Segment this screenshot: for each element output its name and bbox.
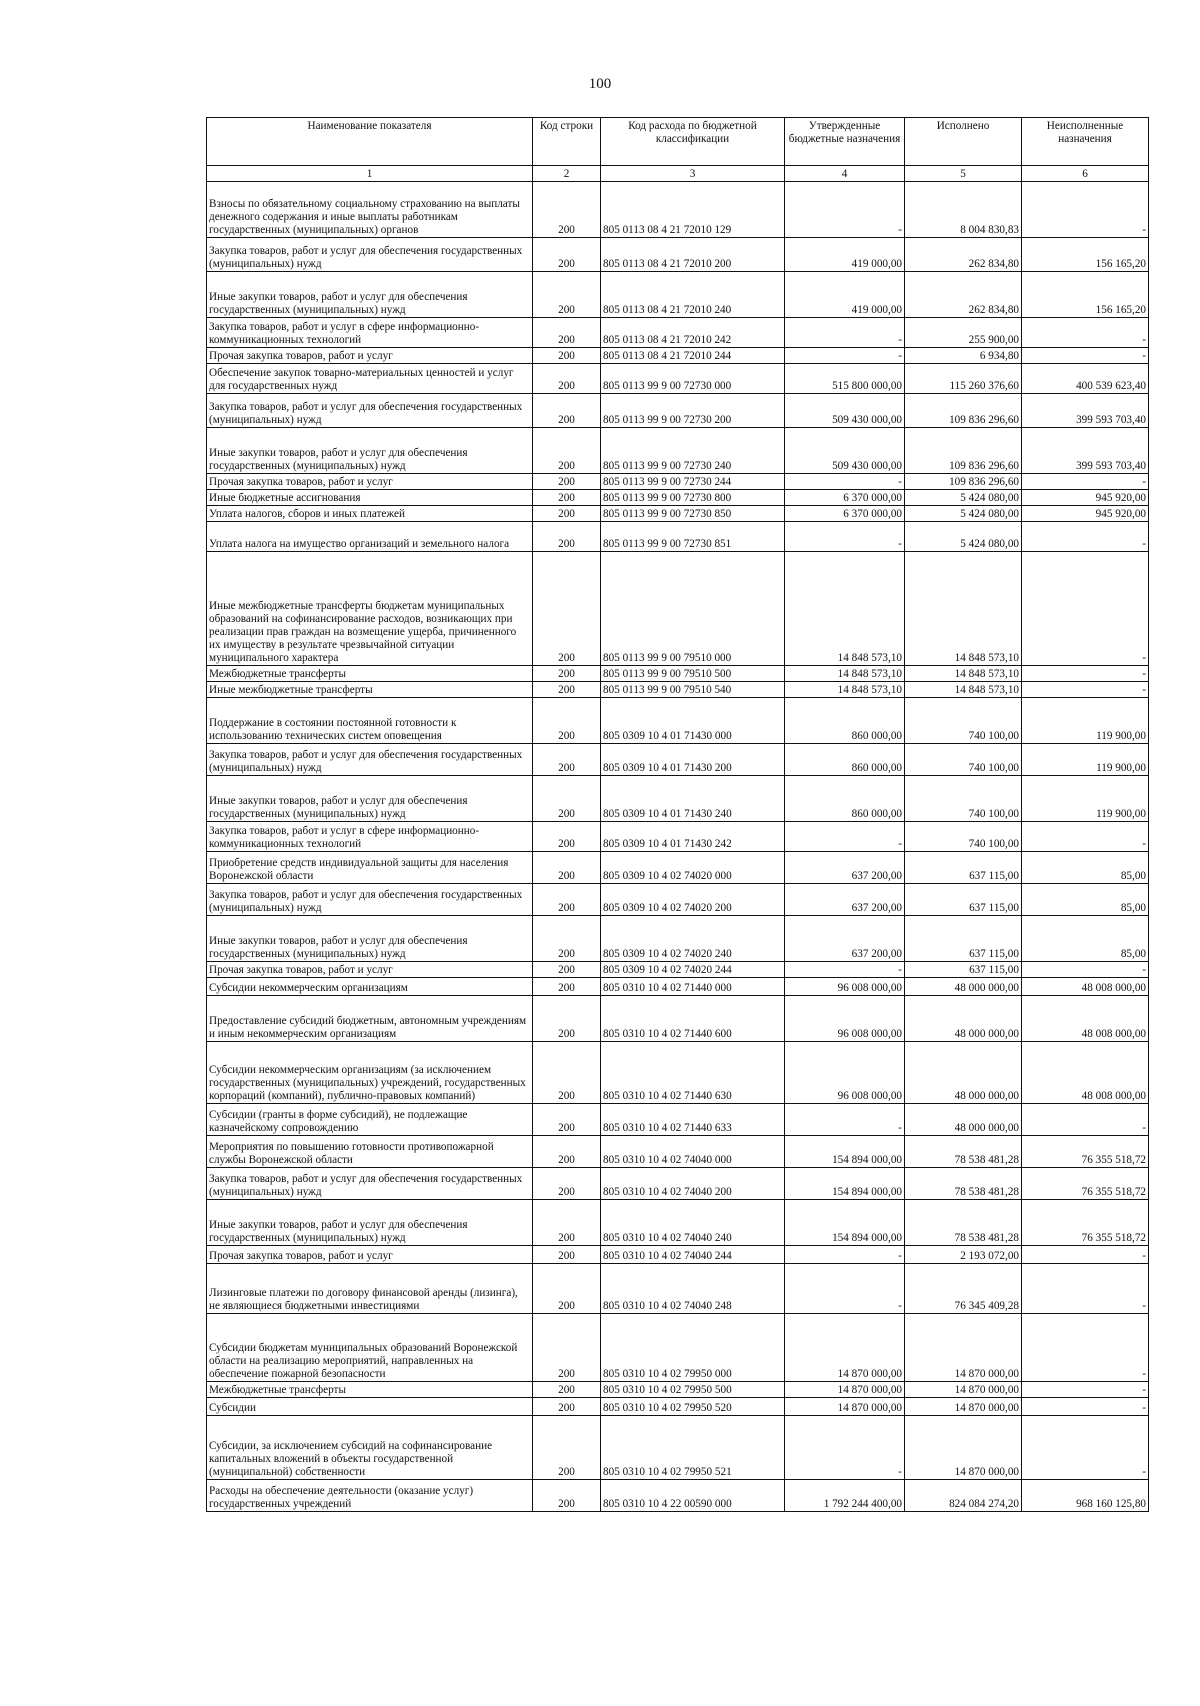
- executed-amount-cell: 48 000 000,00: [905, 996, 1022, 1042]
- budget-code-cell: 805 0310 10 4 22 00590 000: [601, 1480, 785, 1512]
- indicator-name-cell: Закупка товаров, работ и услуг для обеспечения государственных (муниципальных) нужд: [207, 1168, 533, 1200]
- indicator-name-cell: Закупка товаров, работ и услуг для обеспечения государственных (муниципальных) нужд: [207, 884, 533, 916]
- executed-amount-cell: 740 100,00: [905, 822, 1022, 852]
- indicator-name-cell: Межбюджетные трансферты: [207, 666, 533, 682]
- approved-amount-cell: -: [785, 1104, 905, 1136]
- executed-amount-cell: 6 934,80: [905, 348, 1022, 364]
- line-code-cell: 200: [533, 474, 601, 490]
- budget-code-cell: 805 0309 10 4 01 71430 242: [601, 822, 785, 852]
- approved-amount-cell: 14 870 000,00: [785, 1314, 905, 1382]
- table-row: [207, 1314, 1149, 1382]
- indicator-name-cell: Субсидии (гранты в форме субсидий), не подлежащие казначейскому сопровождению: [207, 1104, 533, 1136]
- table-row: [207, 552, 1149, 666]
- indicator-name-cell: Предоставление субсидий бюджетным, автономным учреждениям и иным некоммерческим организациям: [207, 996, 533, 1042]
- budget-code-cell: 805 0309 10 4 02 74020 200: [601, 884, 785, 916]
- budget-code-cell: 805 0309 10 4 02 74020 244: [601, 962, 785, 978]
- unexecuted-amount-cell: -: [1022, 1246, 1149, 1264]
- table-row: [207, 744, 1149, 776]
- unexecuted-amount-cell: 968 160 125,80: [1022, 1480, 1149, 1512]
- budget-code-cell: 805 0113 08 4 21 72010 242: [601, 318, 785, 348]
- unexecuted-amount-cell: 85,00: [1022, 884, 1149, 916]
- table-row: [207, 428, 1149, 474]
- line-code-cell: 200: [533, 916, 601, 962]
- approved-amount-cell: 96 008 000,00: [785, 978, 905, 996]
- indicator-name-cell: Иные закупки товаров, работ и услуг для обеспечения государственных (муниципальных) нужд: [207, 1200, 533, 1246]
- unexecuted-amount-cell: -: [1022, 1264, 1149, 1314]
- approved-amount-cell: 154 894 000,00: [785, 1136, 905, 1168]
- table-row: [207, 474, 1149, 490]
- approved-amount-cell: 96 008 000,00: [785, 996, 905, 1042]
- table-row: [207, 318, 1149, 348]
- column-number: 5: [905, 166, 1022, 182]
- unexecuted-amount-cell: 85,00: [1022, 852, 1149, 884]
- unexecuted-amount-cell: 48 008 000,00: [1022, 1042, 1149, 1104]
- line-code-cell: 200: [533, 1136, 601, 1168]
- table-row: [207, 682, 1149, 698]
- approved-amount-cell: 14 848 573,10: [785, 666, 905, 682]
- executed-amount-cell: 637 115,00: [905, 884, 1022, 916]
- column-number: 6: [1022, 166, 1149, 182]
- indicator-name-cell: Иные бюджетные ассигнования: [207, 490, 533, 506]
- indicator-name-cell: Прочая закупка товаров, работ и услуг: [207, 1246, 533, 1264]
- approved-amount-cell: 419 000,00: [785, 272, 905, 318]
- unexecuted-amount-cell: 85,00: [1022, 916, 1149, 962]
- line-code-cell: 200: [533, 978, 601, 996]
- table-row: [207, 272, 1149, 318]
- executed-amount-cell: 48 000 000,00: [905, 978, 1022, 996]
- table-row: [207, 1104, 1149, 1136]
- line-code-cell: 200: [533, 1168, 601, 1200]
- executed-amount-cell: 14 848 573,10: [905, 682, 1022, 698]
- page-number: 100: [588, 76, 612, 92]
- indicator-name-cell: Межбюджетные трансферты: [207, 1382, 533, 1398]
- executed-amount-cell: 740 100,00: [905, 698, 1022, 744]
- executed-amount-cell: 76 345 409,28: [905, 1264, 1022, 1314]
- table-row: [207, 978, 1149, 996]
- table-row: [207, 394, 1149, 428]
- approved-amount-cell: -: [785, 522, 905, 552]
- executed-amount-cell: 5 424 080,00: [905, 490, 1022, 506]
- approved-amount-cell: -: [785, 1264, 905, 1314]
- executed-amount-cell: 14 870 000,00: [905, 1382, 1022, 1398]
- budget-code-cell: 805 0310 10 4 02 71440 000: [601, 978, 785, 996]
- budget-code-cell: 805 0310 10 4 02 74040 000: [601, 1136, 785, 1168]
- line-code-cell: 200: [533, 1382, 601, 1398]
- table-row: [207, 238, 1149, 272]
- unexecuted-amount-cell: 76 355 518,72: [1022, 1136, 1149, 1168]
- approved-amount-cell: 14 870 000,00: [785, 1398, 905, 1416]
- column-number: 4: [785, 166, 905, 182]
- approved-amount-cell: -: [785, 318, 905, 348]
- approved-amount-cell: -: [785, 182, 905, 238]
- indicator-name-cell: Закупка товаров, работ и услуг для обеспечения государственных (муниципальных) нужд: [207, 238, 533, 272]
- table-row: [207, 884, 1149, 916]
- unexecuted-amount-cell: 399 593 703,40: [1022, 428, 1149, 474]
- approved-amount-cell: 515 800 000,00: [785, 364, 905, 394]
- line-code-cell: 200: [533, 348, 601, 364]
- executed-amount-cell: 14 870 000,00: [905, 1416, 1022, 1480]
- table-row: [207, 698, 1149, 744]
- table-row: [207, 1168, 1149, 1200]
- indicator-name-cell: Уплата налогов, сборов и иных платежей: [207, 506, 533, 522]
- line-code-cell: 200: [533, 996, 601, 1042]
- table-row: [207, 962, 1149, 978]
- indicator-name-cell: Мероприятия по повышению готовности противопожарной службы Воронежской области: [207, 1136, 533, 1168]
- indicator-name-cell: Прочая закупка товаров, работ и услуг: [207, 474, 533, 490]
- executed-amount-cell: 14 848 573,10: [905, 552, 1022, 666]
- indicator-name-cell: Иные межбюджетные трансферты: [207, 682, 533, 698]
- line-code-cell: 200: [533, 1104, 601, 1136]
- budget-code-cell: 805 0310 10 4 02 71440 633: [601, 1104, 785, 1136]
- line-code-cell: 200: [533, 852, 601, 884]
- executed-amount-cell: 824 084 274,20: [905, 1480, 1022, 1512]
- header-unexecuted: Неисполненные назначения: [1022, 118, 1149, 166]
- indicator-name-cell: Иные закупки товаров, работ и услуг для обеспечения государственных (муниципальных) нужд: [207, 272, 533, 318]
- budget-code-cell: 805 0113 99 9 00 72730 000: [601, 364, 785, 394]
- unexecuted-amount-cell: -: [1022, 1382, 1149, 1398]
- indicator-name-cell: Поддержание в состоянии постоянной готовности к использованию технических систем оповещения: [207, 698, 533, 744]
- table-row: [207, 348, 1149, 364]
- executed-amount-cell: 2 193 072,00: [905, 1246, 1022, 1264]
- approved-amount-cell: 14 848 573,10: [785, 552, 905, 666]
- budget-code-cell: 805 0310 10 4 02 79950 500: [601, 1382, 785, 1398]
- header-line-code: Код строки: [533, 118, 601, 166]
- unexecuted-amount-cell: -: [1022, 522, 1149, 552]
- approved-amount-cell: -: [785, 822, 905, 852]
- budget-code-cell: 805 0113 99 9 00 72730 244: [601, 474, 785, 490]
- unexecuted-amount-cell: 399 593 703,40: [1022, 394, 1149, 428]
- indicator-name-cell: Субсидии некоммерческим организациям: [207, 978, 533, 996]
- line-code-cell: 200: [533, 238, 601, 272]
- budget-code-cell: 805 0310 10 4 02 71440 630: [601, 1042, 785, 1104]
- table-row: [207, 1042, 1149, 1104]
- table-row: [207, 916, 1149, 962]
- approved-amount-cell: 860 000,00: [785, 744, 905, 776]
- indicator-name-cell: Иные закупки товаров, работ и услуг для обеспечения государственных (муниципальных) нужд: [207, 776, 533, 822]
- indicator-name-cell: Прочая закупка товаров, работ и услуг: [207, 962, 533, 978]
- unexecuted-amount-cell: 400 539 623,40: [1022, 364, 1149, 394]
- line-code-cell: 200: [533, 272, 601, 318]
- approved-amount-cell: 509 430 000,00: [785, 428, 905, 474]
- indicator-name-cell: Иные закупки товаров, работ и услуг для обеспечения государственных (муниципальных) нужд: [207, 428, 533, 474]
- executed-amount-cell: 5 424 080,00: [905, 522, 1022, 552]
- approved-amount-cell: 96 008 000,00: [785, 1042, 905, 1104]
- budget-code-cell: 805 0113 08 4 21 72010 200: [601, 238, 785, 272]
- indicator-name-cell: Субсидии, за исключением субсидий на софинансирование капитальных вложений в объекты государственной (муниципальной) собственности: [207, 1416, 533, 1480]
- approved-amount-cell: 637 200,00: [785, 852, 905, 884]
- approved-amount-cell: 14 870 000,00: [785, 1382, 905, 1398]
- approved-amount-cell: -: [785, 1246, 905, 1264]
- unexecuted-amount-cell: 76 355 518,72: [1022, 1168, 1149, 1200]
- approved-amount-cell: -: [785, 962, 905, 978]
- approved-amount-cell: 154 894 000,00: [785, 1200, 905, 1246]
- budget-code-cell: 805 0310 10 4 02 79950 000: [601, 1314, 785, 1382]
- unexecuted-amount-cell: -: [1022, 474, 1149, 490]
- line-code-cell: 200: [533, 1246, 601, 1264]
- approved-amount-cell: 6 370 000,00: [785, 506, 905, 522]
- approved-amount-cell: 154 894 000,00: [785, 1168, 905, 1200]
- table-row: [207, 1382, 1149, 1398]
- approved-amount-cell: 509 430 000,00: [785, 394, 905, 428]
- table-row: [207, 822, 1149, 852]
- budget-code-cell: 805 0309 10 4 01 71430 240: [601, 776, 785, 822]
- line-code-cell: 200: [533, 744, 601, 776]
- unexecuted-amount-cell: 945 920,00: [1022, 490, 1149, 506]
- line-code-cell: 200: [533, 1042, 601, 1104]
- budget-code-cell: 805 0310 10 4 02 74040 240: [601, 1200, 785, 1246]
- line-code-cell: 200: [533, 666, 601, 682]
- line-code-cell: 200: [533, 428, 601, 474]
- unexecuted-amount-cell: -: [1022, 666, 1149, 682]
- approved-amount-cell: 860 000,00: [785, 776, 905, 822]
- approved-amount-cell: 1 792 244 400,00: [785, 1480, 905, 1512]
- line-code-cell: 200: [533, 394, 601, 428]
- line-code-cell: 200: [533, 1398, 601, 1416]
- unexecuted-amount-cell: -: [1022, 318, 1149, 348]
- unexecuted-amount-cell: 48 008 000,00: [1022, 978, 1149, 996]
- budget-code-cell: 805 0113 08 4 21 72010 240: [601, 272, 785, 318]
- budget-code-cell: 805 0113 99 9 00 72730 850: [601, 506, 785, 522]
- executed-amount-cell: 14 870 000,00: [905, 1398, 1022, 1416]
- line-code-cell: 200: [533, 364, 601, 394]
- table-row: [207, 852, 1149, 884]
- header-row: [207, 118, 1149, 166]
- executed-amount-cell: 78 538 481,28: [905, 1200, 1022, 1246]
- table-row: [207, 506, 1149, 522]
- column-number-row: [207, 166, 1149, 182]
- executed-amount-cell: 109 836 296,60: [905, 428, 1022, 474]
- line-code-cell: 200: [533, 552, 601, 666]
- table-row: [207, 522, 1149, 552]
- header-budget-code: Код расхода по бюджетной классификации: [601, 118, 785, 166]
- unexecuted-amount-cell: 945 920,00: [1022, 506, 1149, 522]
- table-row: [207, 1246, 1149, 1264]
- executed-amount-cell: 255 900,00: [905, 318, 1022, 348]
- column-number: 3: [601, 166, 785, 182]
- approved-amount-cell: 860 000,00: [785, 698, 905, 744]
- indicator-name-cell: Субсидии некоммерческим организациям (за исключением государственных (муниципальных) учреждений, государственных корпораций (компаний), публично-правовых компаний): [207, 1042, 533, 1104]
- table-body: [207, 182, 1149, 1512]
- executed-amount-cell: 5 424 080,00: [905, 506, 1022, 522]
- line-code-cell: 200: [533, 698, 601, 744]
- header-indicator-name: Наименование показателя: [207, 118, 533, 166]
- budget-code-cell: 805 0310 10 4 02 79950 521: [601, 1416, 785, 1480]
- header-executed: Исполнено: [905, 118, 1022, 166]
- line-code-cell: 200: [533, 884, 601, 916]
- line-code-cell: 200: [533, 682, 601, 698]
- budget-code-cell: 805 0309 10 4 01 71430 200: [601, 744, 785, 776]
- approved-amount-cell: 637 200,00: [785, 916, 905, 962]
- indicator-name-cell: Закупка товаров, работ и услуг в сфере информационно-коммуникационных технологий: [207, 318, 533, 348]
- executed-amount-cell: 78 538 481,28: [905, 1136, 1022, 1168]
- approved-amount-cell: 6 370 000,00: [785, 490, 905, 506]
- indicator-name-cell: Иные межбюджетные трансферты бюджетам муниципальных образований на софинансирование расходов, возникающих при реализации прав граждан на возмещение ущерба, причиненного их имуществу в результате чрезвычайной ситуации муниципального характера: [207, 552, 533, 666]
- line-code-cell: 200: [533, 1200, 601, 1246]
- indicator-name-cell: Закупка товаров, работ и услуг для обеспечения государственных (муниципальных) нужд: [207, 744, 533, 776]
- budget-code-cell: 805 0310 10 4 02 74040 200: [601, 1168, 785, 1200]
- unexecuted-amount-cell: 119 900,00: [1022, 744, 1149, 776]
- executed-amount-cell: 8 004 830,83: [905, 182, 1022, 238]
- indicator-name-cell: Субсидии бюджетам муниципальных образований Воронежской области на реализацию мероприятий, направленных на обеспечение пожарной безопасности: [207, 1314, 533, 1382]
- budget-code-cell: 805 0310 10 4 02 74040 248: [601, 1264, 785, 1314]
- line-code-cell: 200: [533, 1480, 601, 1512]
- unexecuted-amount-cell: 76 355 518,72: [1022, 1200, 1149, 1246]
- budget-execution-table: [206, 117, 1149, 1512]
- line-code-cell: 200: [533, 1314, 601, 1382]
- budget-code-cell: 805 0113 99 9 00 79510 000: [601, 552, 785, 666]
- executed-amount-cell: 637 115,00: [905, 852, 1022, 884]
- table-row: [207, 182, 1149, 238]
- table-row: [207, 996, 1149, 1042]
- budget-code-cell: 805 0310 10 4 02 79950 520: [601, 1398, 785, 1416]
- executed-amount-cell: 48 000 000,00: [905, 1042, 1022, 1104]
- indicator-name-cell: Субсидии: [207, 1398, 533, 1416]
- column-number: 1: [207, 166, 533, 182]
- unexecuted-amount-cell: 119 900,00: [1022, 698, 1149, 744]
- unexecuted-amount-cell: -: [1022, 1104, 1149, 1136]
- approved-amount-cell: 14 848 573,10: [785, 682, 905, 698]
- line-code-cell: 200: [533, 1264, 601, 1314]
- approved-amount-cell: -: [785, 348, 905, 364]
- executed-amount-cell: 740 100,00: [905, 776, 1022, 822]
- executed-amount-cell: 109 836 296,60: [905, 394, 1022, 428]
- unexecuted-amount-cell: 119 900,00: [1022, 776, 1149, 822]
- budget-code-cell: 805 0113 08 4 21 72010 129: [601, 182, 785, 238]
- indicator-name-cell: Взносы по обязательному социальному страхованию на выплаты денежного содержания и иные выплаты работникам государственных (муниципальных) органов: [207, 182, 533, 238]
- budget-code-cell: 805 0310 10 4 02 71440 600: [601, 996, 785, 1042]
- unexecuted-amount-cell: 48 008 000,00: [1022, 996, 1149, 1042]
- indicator-name-cell: Уплата налога на имущество организаций и земельного налога: [207, 522, 533, 552]
- budget-code-cell: 805 0113 99 9 00 72730 851: [601, 522, 785, 552]
- budget-code-cell: 805 0113 99 9 00 72730 200: [601, 394, 785, 428]
- line-code-cell: 200: [533, 822, 601, 852]
- executed-amount-cell: 637 115,00: [905, 962, 1022, 978]
- unexecuted-amount-cell: -: [1022, 962, 1149, 978]
- unexecuted-amount-cell: 156 165,20: [1022, 272, 1149, 318]
- line-code-cell: 200: [533, 522, 601, 552]
- table-row: [207, 364, 1149, 394]
- unexecuted-amount-cell: -: [1022, 682, 1149, 698]
- approved-amount-cell: -: [785, 1416, 905, 1480]
- table-row: [207, 1398, 1149, 1416]
- unexecuted-amount-cell: -: [1022, 552, 1149, 666]
- table-row: [207, 1264, 1149, 1314]
- approved-amount-cell: 637 200,00: [785, 884, 905, 916]
- header-approved: Утвержденные бюджетные назначения: [785, 118, 905, 166]
- executed-amount-cell: 48 000 000,00: [905, 1104, 1022, 1136]
- line-code-cell: 200: [533, 1416, 601, 1480]
- unexecuted-amount-cell: -: [1022, 822, 1149, 852]
- line-code-cell: 200: [533, 962, 601, 978]
- approved-amount-cell: -: [785, 474, 905, 490]
- budget-code-cell: 805 0309 10 4 01 71430 000: [601, 698, 785, 744]
- indicator-name-cell: Расходы на обеспечение деятельности (оказание услуг) государственных учреждений: [207, 1480, 533, 1512]
- executed-amount-cell: 262 834,80: [905, 272, 1022, 318]
- indicator-name-cell: Закупка товаров, работ и услуг в сфере информационно-коммуникационных технологий: [207, 822, 533, 852]
- executed-amount-cell: 14 870 000,00: [905, 1314, 1022, 1382]
- unexecuted-amount-cell: -: [1022, 348, 1149, 364]
- executed-amount-cell: 115 260 376,60: [905, 364, 1022, 394]
- executed-amount-cell: 109 836 296,60: [905, 474, 1022, 490]
- budget-code-cell: 805 0113 99 9 00 79510 500: [601, 666, 785, 682]
- budget-code-cell: 805 0309 10 4 02 74020 240: [601, 916, 785, 962]
- unexecuted-amount-cell: -: [1022, 1314, 1149, 1382]
- table-row: [207, 1200, 1149, 1246]
- budget-code-cell: 805 0113 99 9 00 72730 800: [601, 490, 785, 506]
- indicator-name-cell: Закупка товаров, работ и услуг для обеспечения государственных (муниципальных) нужд: [207, 394, 533, 428]
- indicator-name-cell: Приобретение средств индивидуальной защиты для населения Воронежской области: [207, 852, 533, 884]
- indicator-name-cell: Лизинговые платежи по договору финансовой аренды (лизинга), не являющиеся бюджетными инвестициями: [207, 1264, 533, 1314]
- line-code-cell: 200: [533, 490, 601, 506]
- line-code-cell: 200: [533, 182, 601, 238]
- budget-code-cell: 805 0113 08 4 21 72010 244: [601, 348, 785, 364]
- unexecuted-amount-cell: -: [1022, 182, 1149, 238]
- approved-amount-cell: 419 000,00: [785, 238, 905, 272]
- indicator-name-cell: Иные закупки товаров, работ и услуг для обеспечения государственных (муниципальных) нужд: [207, 916, 533, 962]
- line-code-cell: 200: [533, 776, 601, 822]
- column-number: 2: [533, 166, 601, 182]
- executed-amount-cell: 740 100,00: [905, 744, 1022, 776]
- executed-amount-cell: 14 848 573,10: [905, 666, 1022, 682]
- table-row: [207, 1416, 1149, 1480]
- table-row: [207, 490, 1149, 506]
- budget-code-cell: 805 0310 10 4 02 74040 244: [601, 1246, 785, 1264]
- executed-amount-cell: 637 115,00: [905, 916, 1022, 962]
- line-code-cell: 200: [533, 506, 601, 522]
- unexecuted-amount-cell: 156 165,20: [1022, 238, 1149, 272]
- line-code-cell: 200: [533, 318, 601, 348]
- table-row: [207, 776, 1149, 822]
- unexecuted-amount-cell: -: [1022, 1398, 1149, 1416]
- budget-code-cell: 805 0113 99 9 00 79510 540: [601, 682, 785, 698]
- executed-amount-cell: 262 834,80: [905, 238, 1022, 272]
- unexecuted-amount-cell: -: [1022, 1416, 1149, 1480]
- executed-amount-cell: 78 538 481,28: [905, 1168, 1022, 1200]
- indicator-name-cell: Обеспечение закупок товарно-материальных ценностей и услуг для государственных нужд: [207, 364, 533, 394]
- budget-code-cell: 805 0309 10 4 02 74020 000: [601, 852, 785, 884]
- indicator-name-cell: Прочая закупка товаров, работ и услуг: [207, 348, 533, 364]
- budget-code-cell: 805 0113 99 9 00 72730 240: [601, 428, 785, 474]
- table-row: [207, 1480, 1149, 1512]
- table-row: [207, 666, 1149, 682]
- table-row: [207, 1136, 1149, 1168]
